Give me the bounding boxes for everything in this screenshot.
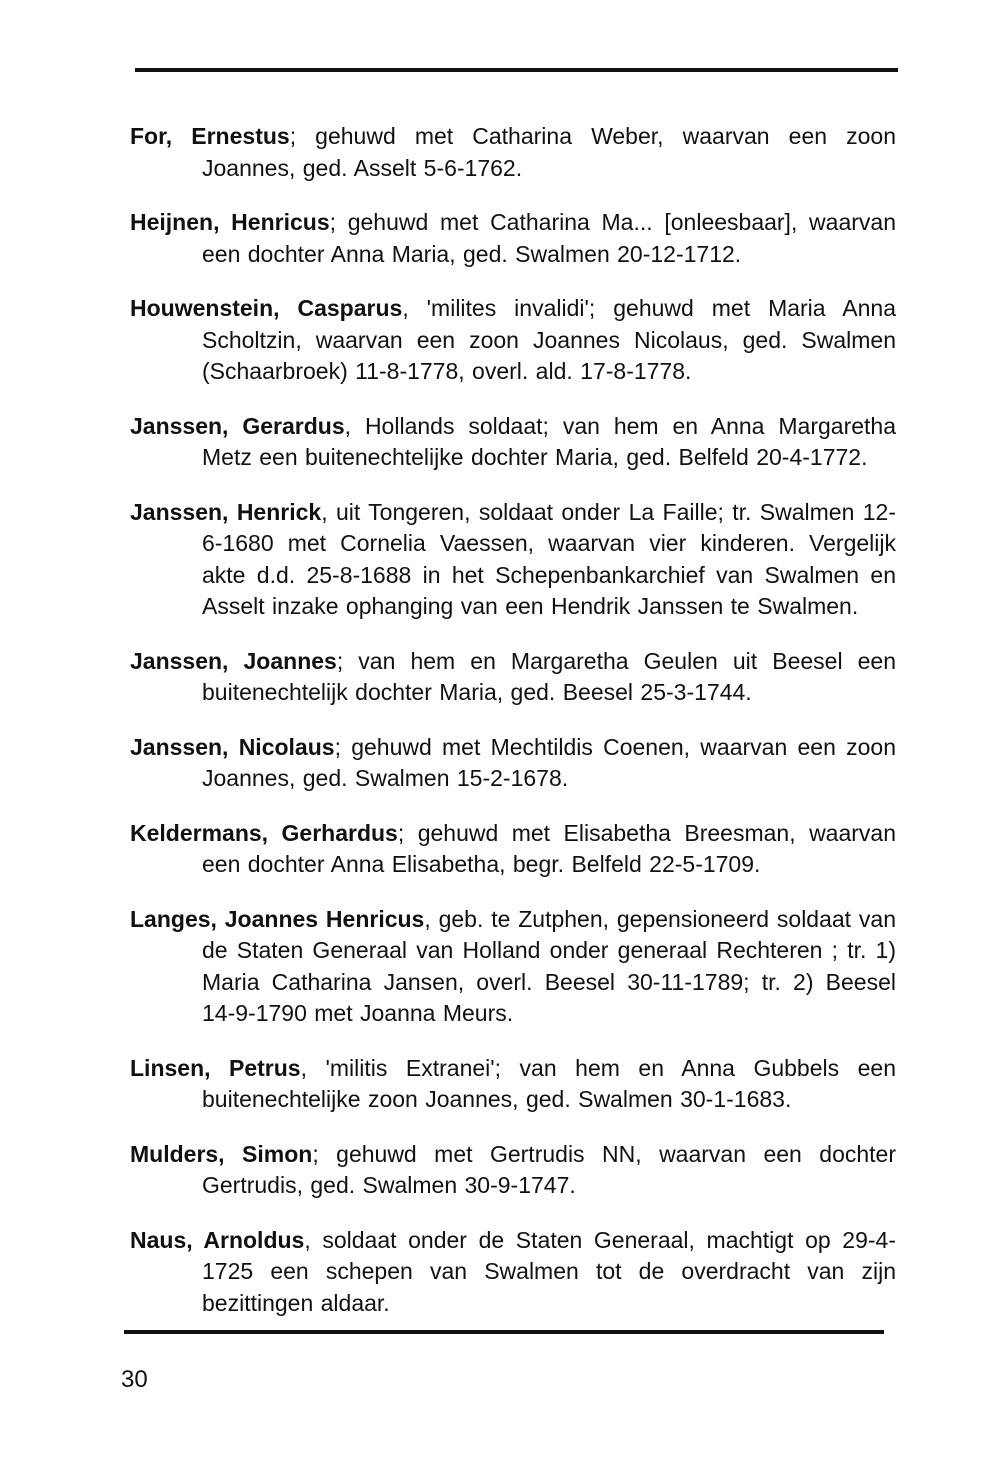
entry: [130, 411, 896, 474]
entry: [130, 818, 896, 881]
entry-name: Janssen, Nicolaus: [130, 733, 335, 760]
entry-name: Linsen, Petrus: [130, 1054, 301, 1081]
entry-text: , geb. te Zutphen, gepensioneerd soldaat van de Staten Generaal van Holland onder generaal Rechteren ; tr. 1) Maria Catharina Jansen, overl. Beesel 30-11-1789; tr. 2) Beesel 14-9-1790 met Joanna Meurs.: [202, 905, 896, 1026]
entry: [130, 207, 896, 270]
entry-name: Janssen, Gerardus: [130, 412, 345, 439]
entry-name: Houwenstein, Casparus: [130, 295, 403, 321]
entry-list: [130, 98, 896, 1322]
entry-text: , 'milites invalidi'; gehuwd met Maria Anna Scholtzin, waarvan een zoon Joannes Nicolaus, ged. Swalmen (Schaarbroek) 11-8-1778, overl. ald. 17-8-1778.: [202, 295, 896, 384]
entry-text: , soldaat onder de Staten Generaal, machtigt op 29-4-1725 een schepen van Swalmen tot de overdracht van zijn bezittingen aldaar.: [202, 1226, 896, 1316]
entry: [130, 646, 896, 709]
entry: [130, 904, 896, 1030]
page-number: 30: [121, 1366, 148, 1393]
entry: [130, 121, 896, 184]
entry: [130, 1139, 896, 1202]
entry: [130, 1225, 896, 1320]
entry: [130, 497, 896, 623]
top-rule: [135, 68, 898, 72]
entry-name: Langes, Joannes Henricus: [130, 905, 425, 932]
entry-text: , 'militis Extranei'; van hem en Anna Gubbels een buitenechtelijke zoon Joannes, ged. Swalmen 30-1-1683.: [202, 1054, 896, 1112]
entry-name: Keldermans, Gerhardus: [130, 819, 398, 846]
entry-text: ; gehuwd met Catharina Ma... [onleesbaar], waarvan een dochter Anna Maria, ged. Swalmen 20-12-1712.: [202, 209, 896, 267]
entry: [130, 732, 896, 795]
entry-name: Mulders, Simon: [130, 1140, 313, 1167]
entry-text: , uit Tongeren, soldaat onder La Faille; tr. Swalmen 12-6-1680 met Cornelia Vaessen, waarvan vier kinderen. Vergelijk akte d.d. 25-8-1688 in het Schepenbankarchief van Swalmen en Asselt inzake ophanging van een Hendrik Janssen te Swalmen.: [202, 498, 896, 619]
entry-text: ; gehuwd met Catharina Weber, waarvan een zoon Joannes, ged. Asselt 5-6-1762.: [202, 123, 896, 181]
entry-name: Janssen, Henrick: [130, 498, 322, 525]
entry-name: Janssen, Joannes: [130, 647, 337, 674]
entry-text: ; gehuwd met Elisabetha Breesman, waarvan een dochter Anna Elisabetha, begr. Belfeld 22-5-1709.: [202, 819, 897, 877]
entry-name: For, Ernestus: [130, 123, 290, 149]
entry: [130, 293, 896, 388]
entry-text: ; van hem en Margaretha Geulen uit Beesel een buitenechtelijk dochter Maria, ged. Beesel 25-3-1744.: [202, 647, 896, 705]
entry-text: ; gehuwd met Gertrudis NN, waarvan een dochter Gertrudis, ged. Swalmen 30-9-1747.: [202, 1140, 896, 1198]
entry-text: ; gehuwd met Mechtildis Coenen, waarvan een zoon Joannes, ged. Swalmen 15-2-1678.: [202, 733, 896, 791]
entry-text: , Hollands soldaat; van hem en Anna Margaretha Metz een buitenechtelijke dochter Maria, ged. Belfeld 20-4-1772.: [202, 412, 896, 470]
bottom-rule: [124, 1330, 884, 1334]
entry-name: Naus, Arnoldus: [130, 1226, 305, 1253]
entry: [130, 1053, 896, 1116]
entry-name: Heijnen, Henricus: [130, 209, 330, 235]
